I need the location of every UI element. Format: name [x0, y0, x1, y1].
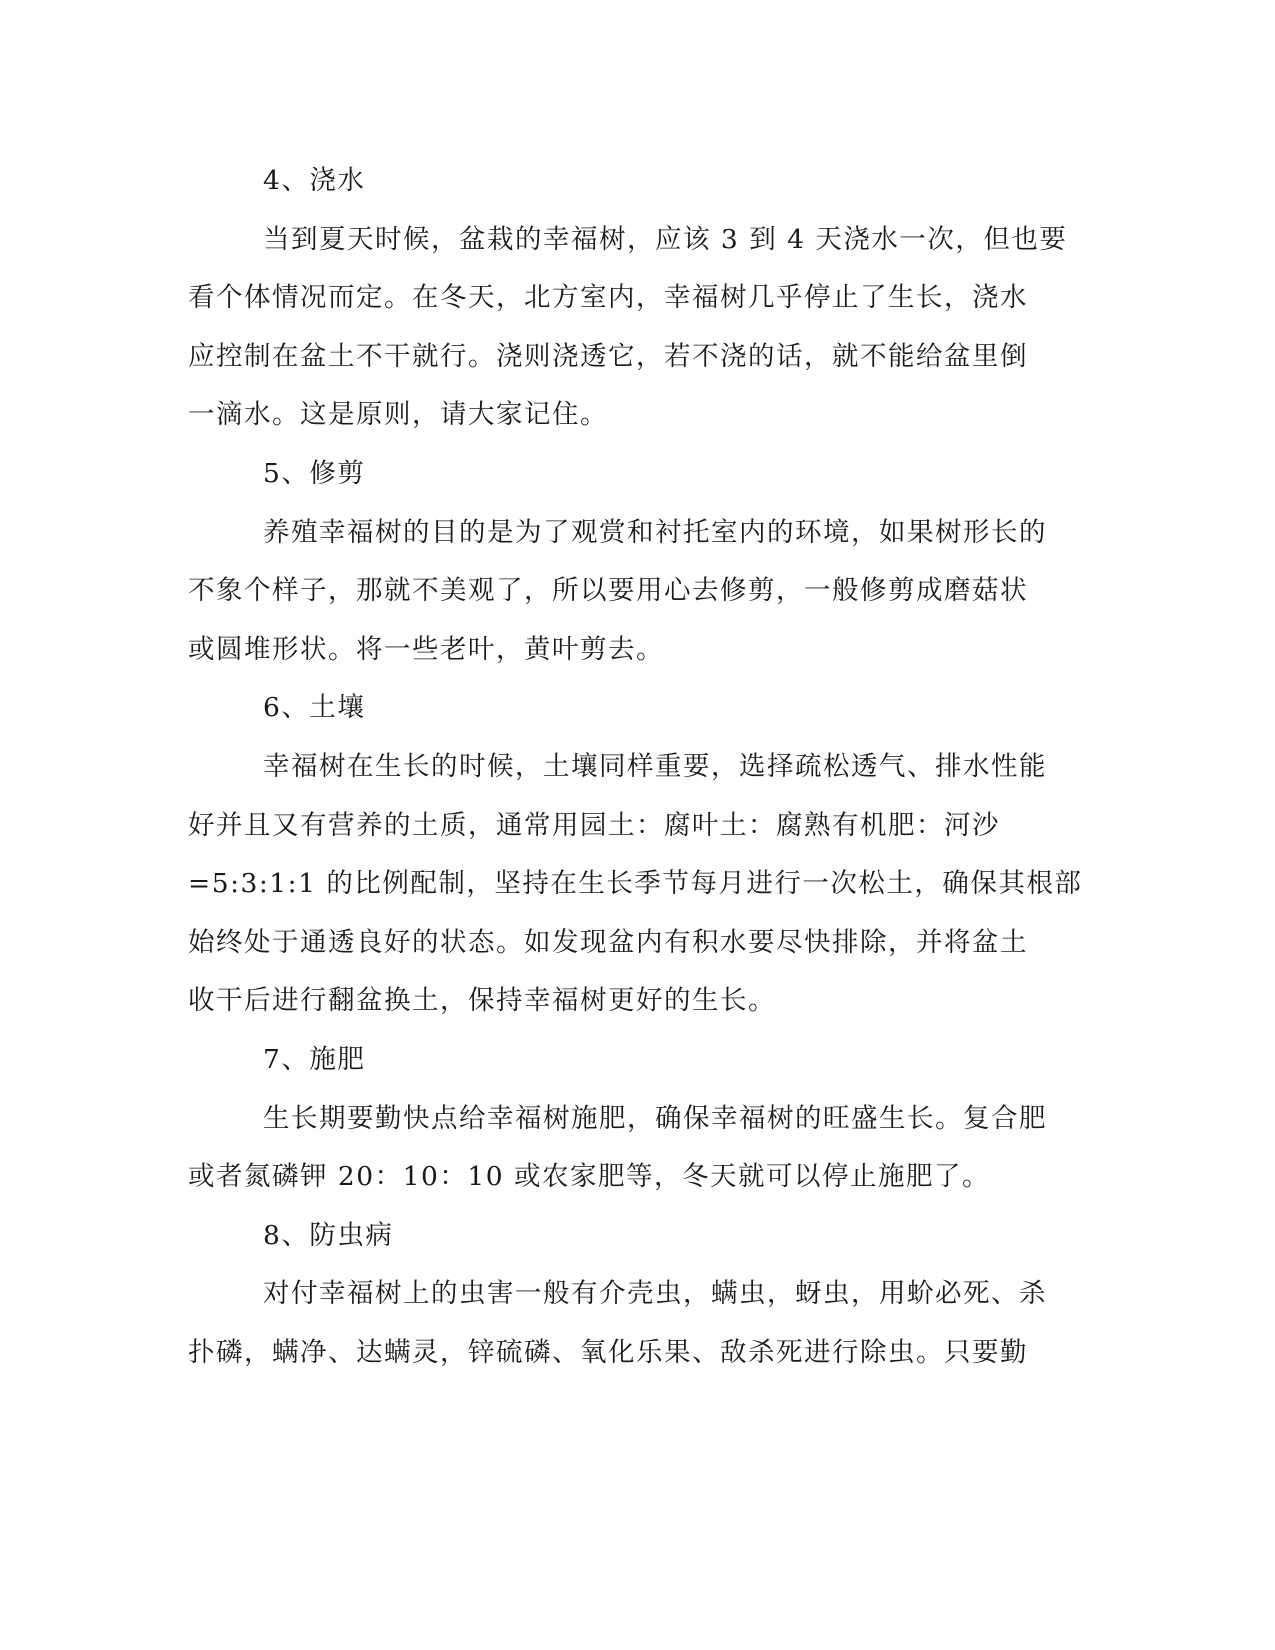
- paragraph-line: 好并且又有营养的土质，通常用园土：腐叶土：腐熟有机肥：河沙: [188, 810, 1000, 841]
- paragraph-line: 幸福树在生长的时候，土壤同样重要，选择疏松透气、排水性能: [263, 751, 1047, 782]
- paragraph-line: 始终处于通透良好的状态。如发现盆内有积水要尽快排除，并将盆土: [188, 927, 1028, 958]
- section-heading-soil: 6、土壤: [263, 692, 366, 723]
- paragraph-line: 应控制在盆土不干就行。浇则浇透它，若不浇的话，就不能给盆里倒: [188, 341, 1028, 372]
- paragraph-line: 一滴水。这是原则，请大家记住。: [188, 399, 608, 430]
- section-heading-pest-control: 8、防虫病: [263, 1220, 394, 1251]
- paragraph-line: 生长期要勤快点给幸福树施肥，确保幸福树的旺盛生长。复合肥: [263, 1103, 1047, 1134]
- section-heading-pruning: 5、修剪: [263, 458, 366, 489]
- paragraph-line: 养殖幸福树的目的是为了观赏和衬托室内的环境，如果树形长的: [263, 517, 1047, 548]
- paragraph-line: 扑磷，螨净、达螨灵，锌硫磷、氧化乐果、敌杀死进行除虫。只要勤: [188, 1337, 1028, 1368]
- paragraph-line: 不象个样子，那就不美观了，所以要用心去修剪，一般修剪成磨菇状: [188, 575, 1028, 606]
- paragraph-line: 或者氮磷钾 20：10：10 或农家肥等，冬天就可以停止施肥了。: [188, 1161, 991, 1192]
- paragraph-line: 看个体情况而定。在冬天，北方室内，幸福树几乎停止了生长，浇水: [188, 282, 1028, 313]
- paragraph-line: 当到夏天时候，盆栽的幸福树，应该 3 到 4 天浇水一次，但也要: [263, 224, 1068, 255]
- paragraph-line: 对付幸福树上的虫害一般有介壳虫，螨虫，蚜虫，用蚧必死、杀: [263, 1278, 1047, 1309]
- section-heading-fertilizing: 7、施肥: [263, 1044, 366, 1075]
- paragraph-line: 或圆堆形状。将一些老叶，黄叶剪去。: [188, 634, 664, 665]
- paragraph-line: 收干后进行翻盆换土，保持幸福树更好的生长。: [188, 985, 776, 1016]
- paragraph-line: =5:3:1:1 的比例配制，坚持在生长季节每月进行一次松土，确保其根部: [188, 868, 1083, 899]
- section-heading-watering: 4、浇水: [263, 165, 366, 196]
